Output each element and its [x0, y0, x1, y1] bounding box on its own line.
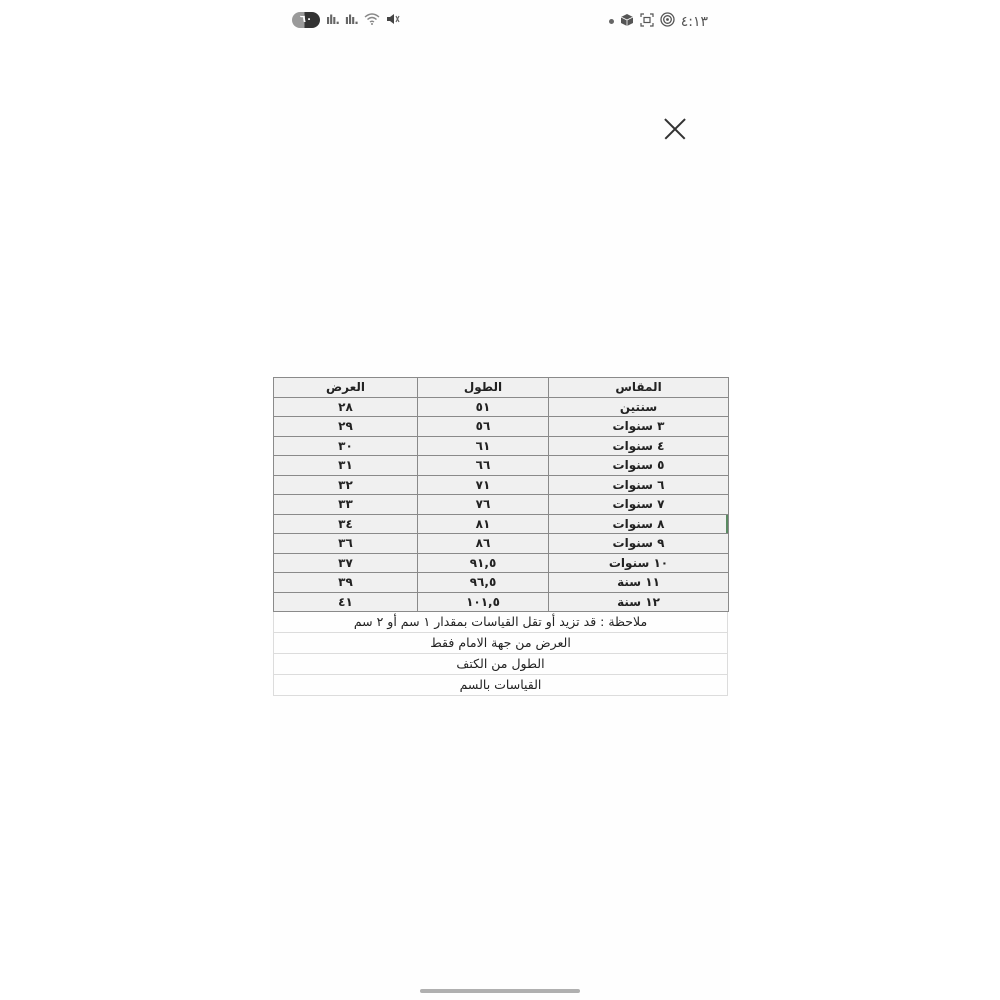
cell-length: ٦٦: [418, 456, 549, 476]
table-row: [274, 475, 729, 495]
image-viewer-screen: [270, 0, 730, 1000]
cell-length: ١٠١,٥: [418, 592, 549, 612]
table-row: [274, 573, 729, 593]
table-row: [274, 553, 729, 573]
header-length: الطول: [418, 378, 549, 398]
cell-length: ٥٦: [418, 417, 549, 437]
note-length-shoulder: الطول من الكتف: [273, 654, 728, 675]
header-size: المقاس: [549, 378, 729, 398]
cell-width: ٣٠: [274, 436, 418, 456]
cell-length: ٨١: [418, 514, 549, 534]
table-row: [274, 495, 729, 515]
screenshot-icon: [640, 13, 654, 31]
notes-section: [273, 612, 728, 696]
close-button[interactable]: [664, 118, 686, 140]
size-table: [273, 377, 729, 612]
target-icon: [660, 12, 675, 31]
cell-width: ٣٤: [274, 514, 418, 534]
table-header-row: [274, 378, 729, 398]
wifi-icon: [364, 13, 380, 28]
status-bar: [270, 8, 730, 38]
table-row: [274, 436, 729, 456]
table-row: [274, 592, 729, 612]
cell-width: ٢٨: [274, 397, 418, 417]
cell-width: ٣١: [274, 456, 418, 476]
cell-width: ٣٢: [274, 475, 418, 495]
cell-width: ٤١: [274, 592, 418, 612]
cell-width: ٣٩: [274, 573, 418, 593]
notification-dot-icon: [609, 19, 614, 24]
cell-length: ٧١: [418, 475, 549, 495]
table-row: [274, 534, 729, 554]
table-row: [274, 456, 729, 476]
home-indicator[interactable]: [420, 989, 580, 993]
cell-size: ٥ سنوات: [549, 456, 729, 476]
battery-icon: ٦٠: [292, 12, 320, 28]
cell-width: ٢٩: [274, 417, 418, 437]
cell-size: ٨ سنوات: [549, 514, 729, 534]
note-tolerance: ملاحظة : قد تزيد أو تقل القياسات بمقدار ١ سم أو ٢ سم: [273, 612, 728, 633]
size-chart-sheet: [273, 377, 728, 696]
cell-length: ٨٦: [418, 534, 549, 554]
clock: ٤:١٣: [680, 13, 708, 30]
table-row-selected: [274, 514, 729, 534]
cell-size: سنتين: [549, 397, 729, 417]
header-width: العرض: [274, 378, 418, 398]
cell-size: ١٠ سنوات: [549, 553, 729, 573]
mute-icon: [386, 13, 400, 28]
cell-length: ٩٦,٥: [418, 573, 549, 593]
status-bar-left: [292, 12, 400, 28]
cell-length: ٥١: [418, 397, 549, 417]
cell-size: ٦ سنوات: [549, 475, 729, 495]
cell-width: ٣٧: [274, 553, 418, 573]
cell-length: ٧٦: [418, 495, 549, 515]
note-units-cm: القياسات بالسم: [273, 675, 728, 696]
cell-length: ٩١,٥: [418, 553, 549, 573]
cell-size: ٩ سنوات: [549, 534, 729, 554]
cell-size: ١١ سنة: [549, 573, 729, 593]
table-row: [274, 417, 729, 437]
cell-length: ٦١: [418, 436, 549, 456]
signal-icon: ılı.: [326, 13, 339, 27]
signal-icon-2: ılı.: [344, 13, 358, 27]
cell-size: ٣ سنوات: [549, 417, 729, 437]
cell-size: ١٢ سنة: [549, 592, 729, 612]
table-row: [274, 397, 729, 417]
cell-size: ٤ سنوات: [549, 436, 729, 456]
cell-size: ٧ سنوات: [549, 495, 729, 515]
note-width-front: العرض من جهة الامام فقط: [273, 633, 728, 654]
cell-width: ٣٦: [274, 534, 418, 554]
package-icon: [620, 13, 634, 31]
status-bar-right: [609, 12, 708, 31]
cell-width: ٣٣: [274, 495, 418, 515]
